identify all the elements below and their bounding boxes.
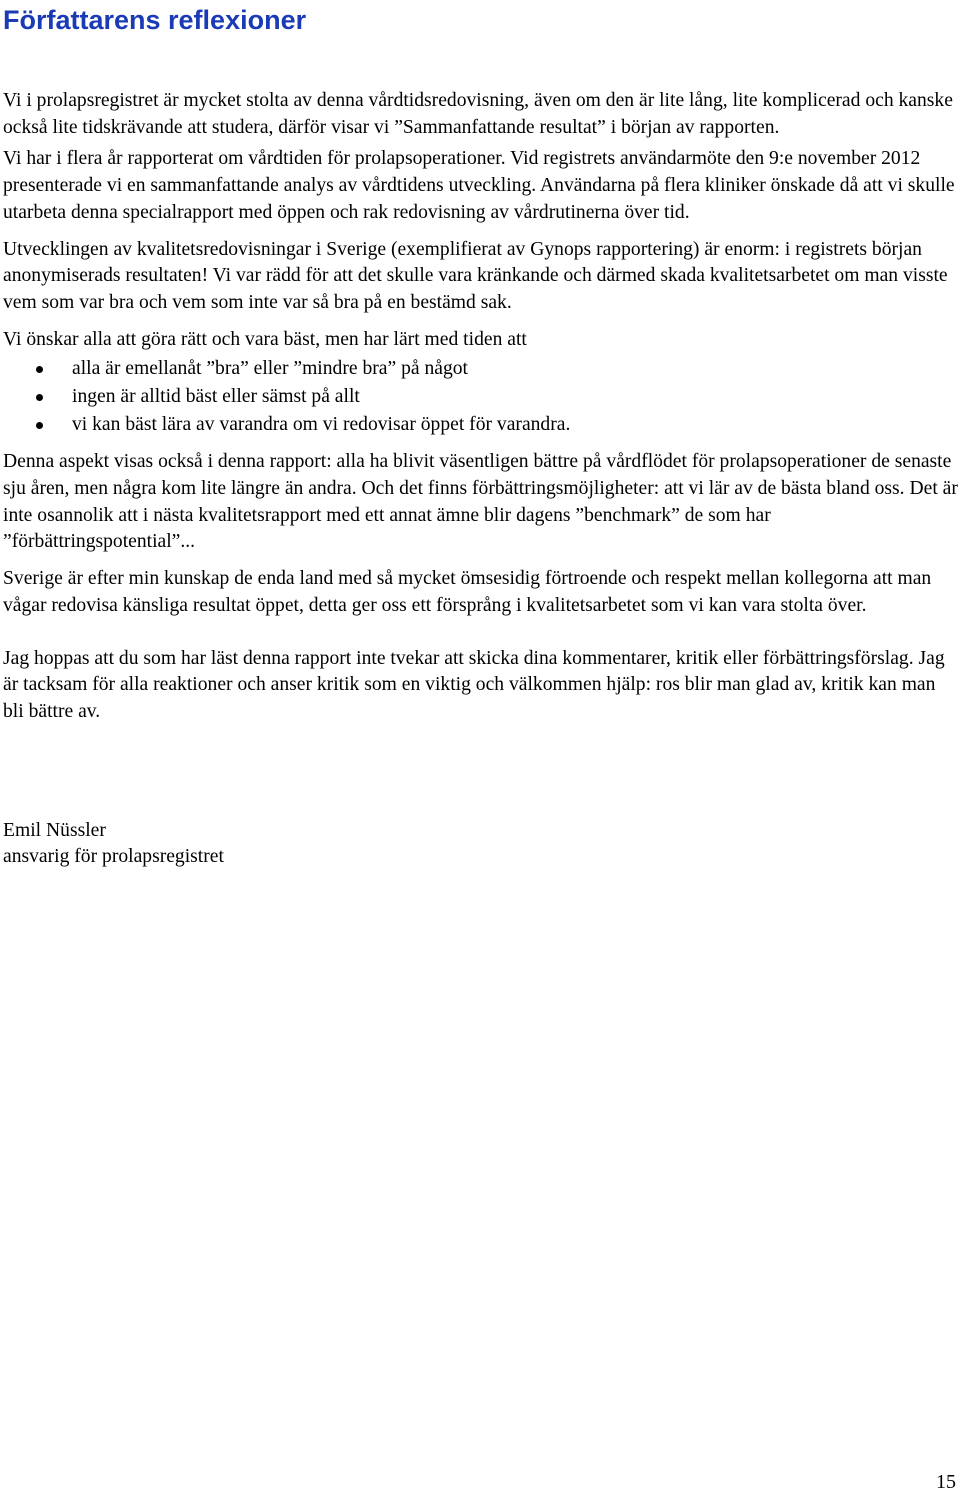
list-item-text: vi kan bäst lära av varandra om vi redovisar öppet för varandra. [72,414,571,436]
list-item [3,411,958,439]
paragraph-development: Utvecklingen av kvalitetsredovisningar i Sverige (exemplifierat av Gynops rapportering) är enorm: i registrets början anonymiserads resultaten! Vi var rädd för att det skulle vara kränkande och därmed skada kvalitetsarbetet om man visste vem som var bra och vem som inte var så bra på en bestämd sak. [3,238,948,313]
paragraph-sweden: Sverige är efter min kunskap de enda land med så mycket ömsesidig förtroende och respekt mellan kollegorna att man vågar redovisa känsliga resultat öppet, detta ger oss ett försprång i kvalitetsarbetet som vi kan vara stolta över. [3,568,932,616]
list-item-text: ingen är alltid bäst eller sämst på allt [72,386,360,408]
paragraph-background: Vi har i flera år rapporterat om vårdtiden för prolapsoperationer. Vid registrets användarmöte den 9:e november 2012 presenterade vi en sammanfattande analys av vårdtidens utveckling. Användarna på flera kliniker önskade då att vi skulle utarbeta denna specialrapport med öppen och rak redovisning av vårdrutinerna över tid. [3,148,955,223]
signature-role: ansvarig för prolapsregistret [3,846,224,868]
bullet-icon [36,394,43,401]
paragraph-wish: Vi önskar alla att göra rätt och vara bäst, men har lärt med tiden att [3,328,527,350]
list-item-text: alla är emellanåt ”bra” eller ”mindre bra” på något [72,358,468,380]
bullet-list [3,355,958,439]
list-item [3,355,958,383]
paragraph-feedback: Jag hoppas att du som har läst denna rapport inte tvekar att skicka dina kommentarer, kritik eller förbättringsförslag. Jag är tacksam för alla reaktioner och anser kritik som en viktig och välkommen hjälp: ros blir man glad av, kritik kan man bli bättre av. [3,647,945,722]
bullet-icon [36,366,43,373]
page-number: 15 [936,1471,956,1493]
list-item [3,383,958,411]
paragraph-intro: Vi i prolapsregistret är mycket stolta av denna vårdtidsredovisning, även om den är lite lång, lite komplicerad och kanske också lite tidskrävande att studera, därför visar vi ”Sammanfattande resultat” i början av rapporten. [3,90,953,138]
page-title: Författarens reflexioner [3,5,307,35]
signature-name: Emil Nüssler [3,819,106,841]
document-body [3,88,958,871]
bullet-icon [36,422,43,429]
paragraph-aspect: Denna aspekt visas också i denna rapport: alla ha blivit väsentligen bättre på vårdflödet för prolapsoperationer de senaste sju åren, men några kom lite längre än andra. Och det finns förbättringsmöjligheter: att vi lär av de bästa bland oss. Det är inte osannolik att i nästa kvalitetsrapport med ett annat ämne blir dagens ”benchmark” de som har ”förbättringspotential”... [3,451,958,553]
